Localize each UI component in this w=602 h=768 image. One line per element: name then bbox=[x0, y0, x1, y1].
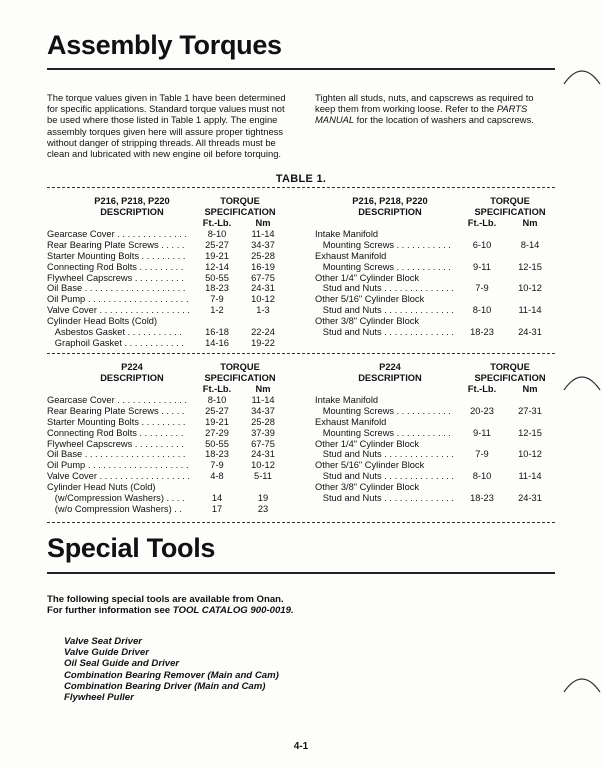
table-row bbox=[315, 327, 545, 338]
table-row bbox=[47, 251, 277, 262]
tool-list bbox=[64, 636, 279, 703]
table-row bbox=[47, 305, 277, 316]
tools-intro-text: The following special tools are available from Onan. For further information see bbox=[47, 594, 284, 617]
row-ft-lb: 12-14 bbox=[205, 261, 229, 272]
table-b-left bbox=[47, 362, 277, 515]
table-row bbox=[315, 417, 545, 428]
row-description: Flywheel Capscrews . . . . . . . . . . bbox=[47, 272, 184, 283]
heading-special-tools: Special Tools bbox=[47, 533, 216, 563]
table-a-left-rows bbox=[47, 229, 277, 349]
row-nm: 37-39 bbox=[251, 427, 275, 438]
col-ft-lb: Ft.-Lb. bbox=[202, 218, 232, 228]
table-row bbox=[315, 229, 545, 240]
table-row bbox=[47, 449, 277, 460]
table-row bbox=[47, 273, 277, 284]
row-description: Oil Base . . . . . . . . . . . . . . . . . . . . bbox=[47, 283, 186, 294]
row-ft-lb: 18-23 bbox=[205, 283, 229, 294]
table-row bbox=[315, 406, 545, 417]
row-nm: 10-12 bbox=[251, 294, 275, 305]
row-nm: 34-37 bbox=[251, 405, 275, 416]
row-nm: 10-12 bbox=[518, 283, 542, 294]
row-description: Other 3/8" Cylinder Block bbox=[315, 482, 420, 493]
row-ft-lb: 18-23 bbox=[205, 449, 229, 460]
row-ft-lb: 7-9 bbox=[210, 294, 224, 305]
row-ft-lb: 9-11 bbox=[473, 261, 491, 272]
table-row bbox=[315, 316, 545, 327]
table-b-right-header bbox=[315, 362, 545, 395]
col-specification: SPECIFICATION bbox=[474, 373, 546, 383]
row-description: Asbestos Gasket . . . . . . . . . . . bbox=[47, 327, 182, 338]
row-description: Flywheel Capscrews . . . . . . . . . . bbox=[47, 438, 184, 449]
list-item: Combination Bearing Remover (Main and Cam) bbox=[64, 669, 279, 681]
tool-catalog-ref: TOOL CATALOG 900-0019. bbox=[172, 605, 294, 617]
row-description: Other 3/8" Cylinder Block bbox=[315, 316, 420, 327]
row-ft-lb: 7-9 bbox=[475, 449, 489, 460]
col-torque: TORQUE bbox=[220, 362, 260, 372]
table-row bbox=[47, 471, 277, 482]
col-description: DESCRIPTION bbox=[100, 207, 164, 217]
row-description: Intake Manifold bbox=[315, 229, 379, 239]
table-row bbox=[315, 273, 545, 284]
row-description: Mounting Screws . . . . . . . . . . . bbox=[315, 239, 451, 250]
row-ft-lb: 50-55 bbox=[205, 438, 229, 449]
col-model: P224 bbox=[121, 362, 143, 372]
table-bottom-rule bbox=[47, 522, 555, 523]
row-nm: 27-31 bbox=[518, 405, 542, 416]
row-description: Oil Base . . . . . . . . . . . . . . . . . . . . bbox=[47, 449, 186, 460]
table-a-right bbox=[315, 196, 545, 338]
row-nm: 24-31 bbox=[518, 327, 542, 338]
row-ft-lb: 16-18 bbox=[205, 327, 229, 338]
row-description: Valve Cover . . . . . . . . . . . . . . . . . . bbox=[47, 471, 190, 482]
table-row bbox=[47, 327, 277, 338]
row-ft-lb: 6-10 bbox=[472, 239, 492, 250]
row-description: Connecting Rod Bolts . . . . . . . . . bbox=[47, 427, 184, 438]
row-ft-lb: 50-55 bbox=[205, 272, 229, 283]
col-nm: Nm bbox=[522, 218, 538, 228]
row-nm: 1-3 bbox=[256, 305, 270, 316]
table-row bbox=[315, 305, 545, 316]
table-b-right bbox=[315, 362, 545, 504]
row-ft-lb: 8-10 bbox=[207, 395, 227, 405]
list-item: Oil Seal Guide and Driver bbox=[64, 658, 180, 670]
col-description: DESCRIPTION bbox=[358, 373, 422, 383]
col-description: DESCRIPTION bbox=[358, 207, 422, 217]
row-description: Exhaust Manifold bbox=[315, 416, 387, 427]
row-description: Other 5/16" Cylinder Block bbox=[315, 460, 425, 471]
row-description: Starter Mounting Bolts . . . . . . . . . bbox=[47, 416, 186, 427]
row-nm: 10-12 bbox=[518, 449, 542, 460]
list-item: Valve Guide Driver bbox=[64, 647, 149, 659]
table-row bbox=[47, 283, 277, 294]
table-row bbox=[315, 294, 545, 305]
row-description: Starter Mounting Bolts . . . . . . . . . bbox=[47, 250, 186, 261]
col-model: P224 bbox=[379, 362, 401, 372]
col-model: P216, P218, P220 bbox=[94, 196, 170, 206]
table-row bbox=[47, 294, 277, 305]
row-nm: 11-14 bbox=[518, 305, 542, 316]
table-row bbox=[315, 482, 545, 493]
table-row bbox=[47, 338, 277, 349]
row-description: Rear Bearing Plate Screws . . . . . bbox=[47, 405, 185, 416]
row-nm: 16-19 bbox=[251, 261, 275, 272]
row-ft-lb: 19-21 bbox=[205, 416, 229, 427]
row-ft-lb: 17 bbox=[211, 503, 223, 514]
table-row bbox=[315, 471, 545, 482]
col-torque: TORQUE bbox=[490, 196, 530, 206]
table-a-left bbox=[47, 196, 277, 349]
table-row bbox=[315, 439, 545, 450]
row-description: Exhaust Manifold bbox=[315, 250, 387, 261]
row-description: Valve Cover . . . . . . . . . . . . . . . . . . bbox=[47, 305, 190, 316]
row-ft-lb: 18-23 bbox=[470, 493, 494, 504]
page-number: 4-1 bbox=[293, 741, 309, 752]
col-ft-lb: Ft.-Lb. bbox=[202, 384, 232, 394]
table-row bbox=[315, 283, 545, 294]
row-nm: 23 bbox=[257, 503, 269, 514]
row-description: Mounting Screws . . . . . . . . . . . bbox=[315, 427, 451, 438]
row-nm: 19-22 bbox=[251, 337, 275, 348]
row-nm: 12-15 bbox=[518, 261, 542, 272]
heading-assembly-torques: Assembly Torques bbox=[47, 30, 282, 60]
row-nm: 67-75 bbox=[251, 438, 275, 449]
row-ft-lb: 8-10 bbox=[472, 471, 492, 482]
intro-right-text-b: for the location of washers and capscrews. bbox=[354, 114, 534, 126]
table-row bbox=[47, 482, 277, 493]
binder-hole-mark-top bbox=[562, 60, 602, 90]
table-a-right-rows bbox=[315, 229, 545, 338]
row-nm: 8-14 bbox=[520, 239, 540, 250]
col-model: P216, P218, P220 bbox=[352, 196, 428, 206]
row-ft-lb: 25-27 bbox=[205, 239, 229, 250]
row-description: Graphoil Gasket . . . . . . . . . . . . bbox=[47, 337, 184, 348]
row-nm: 25-28 bbox=[251, 250, 275, 261]
row-nm: 25-28 bbox=[251, 416, 275, 427]
row-ft-lb: 14-16 bbox=[205, 337, 229, 348]
row-description: Stud and Nuts . . . . . . . . . . . . . . bbox=[315, 449, 454, 460]
row-description: Stud and Nuts . . . . . . . . . . . . . . bbox=[315, 283, 454, 294]
row-nm: 11-14 bbox=[251, 229, 275, 239]
row-nm: 24-31 bbox=[251, 283, 275, 294]
col-nm: Nm bbox=[255, 384, 271, 394]
binder-hole-mark-middle bbox=[562, 366, 602, 396]
special-tools-rule bbox=[47, 572, 555, 574]
col-nm: Nm bbox=[255, 218, 271, 228]
intro-left-paragraph: The torque values given in Table 1 have been determined for specific applications. Standard torque values must not be used where those listed in Table 1 apply. The engine assembly torques given here will assure proper tightness without danger of stripping threads. All threads must be clean and lubricated with new engine oil before torquing. bbox=[47, 92, 286, 160]
row-nm: 24-31 bbox=[518, 493, 542, 504]
row-nm: 19 bbox=[257, 493, 269, 504]
table-row bbox=[315, 240, 545, 251]
row-ft-lb: 9-11 bbox=[473, 427, 491, 438]
table-row bbox=[47, 262, 277, 273]
row-description: Mounting Screws . . . . . . . . . . . bbox=[315, 261, 451, 272]
table-row bbox=[315, 428, 545, 439]
row-ft-lb: 25-27 bbox=[205, 405, 229, 416]
row-description: Cylinder Head Nuts (Cold) bbox=[47, 482, 156, 493]
table-row bbox=[47, 316, 277, 327]
row-nm: 67-75 bbox=[251, 272, 275, 283]
row-description: Oil Pump . . . . . . . . . . . . . . . . . . . . bbox=[47, 294, 189, 305]
row-nm: 12-15 bbox=[518, 427, 542, 438]
table-row bbox=[47, 439, 277, 450]
parts-manual-ref: PARTS MANUAL bbox=[315, 103, 528, 126]
table-row bbox=[315, 449, 545, 460]
row-description: Rear Bearing Plate Screws . . . . . bbox=[47, 239, 185, 250]
table-row bbox=[47, 493, 277, 504]
row-ft-lb: 4-8 bbox=[210, 471, 224, 482]
table-row bbox=[315, 395, 545, 406]
row-description: (w/Compression Washers) . . . . bbox=[47, 493, 185, 504]
heading-rule bbox=[47, 68, 555, 70]
table-a-right-header bbox=[315, 196, 545, 229]
row-description: Cylinder Head Bolts (Cold) bbox=[47, 316, 158, 327]
row-nm: 24-31 bbox=[251, 449, 275, 460]
col-specification: SPECIFICATION bbox=[204, 373, 276, 383]
row-description: (w/o Compression Washers) . . bbox=[47, 503, 183, 514]
row-ft-lb: 27-29 bbox=[205, 427, 229, 438]
intro-right-paragraph bbox=[315, 92, 555, 126]
row-description: Other 1/4" Cylinder Block bbox=[315, 272, 420, 283]
row-ft-lb: 8-10 bbox=[472, 305, 492, 316]
row-ft-lb: 8-10 bbox=[207, 229, 227, 239]
table-b-left-header bbox=[47, 362, 277, 395]
row-description: Gearcase Cover . . . . . . . . . . . . . . bbox=[47, 395, 188, 405]
table-row bbox=[315, 251, 545, 262]
row-description: Gearcase Cover . . . . . . . . . . . . . . bbox=[47, 229, 188, 239]
row-nm: 34-37 bbox=[251, 239, 275, 250]
binder-hole-mark-bottom bbox=[562, 668, 602, 698]
table-row bbox=[47, 417, 277, 428]
table-row bbox=[315, 262, 545, 273]
row-description: Mounting Screws . . . . . . . . . . . bbox=[315, 405, 451, 416]
col-specification: SPECIFICATION bbox=[474, 207, 546, 217]
table-row bbox=[47, 395, 277, 406]
list-item: Combination Bearing Driver (Main and Cam) bbox=[64, 680, 266, 692]
row-ft-lb: 14 bbox=[211, 493, 223, 504]
row-ft-lb: 7-9 bbox=[210, 460, 224, 471]
row-nm: 10-12 bbox=[251, 460, 275, 471]
tools-intro-paragraph bbox=[47, 594, 297, 616]
row-description: Stud and Nuts . . . . . . . . . . . . . . bbox=[315, 305, 454, 316]
row-description: Connecting Rod Bolts . . . . . . . . . bbox=[47, 261, 184, 272]
row-nm: 22-24 bbox=[251, 327, 275, 338]
list-item: Flywheel Puller bbox=[64, 692, 134, 704]
row-nm: 11-14 bbox=[251, 395, 275, 405]
table-row bbox=[47, 406, 277, 417]
table-row bbox=[47, 240, 277, 251]
row-description: Stud and Nuts . . . . . . . . . . . . . . bbox=[315, 493, 454, 504]
row-ft-lb: 19-21 bbox=[205, 250, 229, 261]
col-ft-lb: Ft.-Lb. bbox=[467, 218, 497, 228]
table-row bbox=[47, 504, 277, 515]
table-row bbox=[47, 229, 277, 240]
table-mid-rule bbox=[47, 353, 555, 354]
row-nm: 5-11 bbox=[254, 471, 272, 482]
table-row bbox=[315, 460, 545, 471]
row-description: Oil Pump . . . . . . . . . . . . . . . . . . . . bbox=[47, 460, 189, 471]
list-item: Valve Seat Driver bbox=[64, 636, 143, 647]
row-description: Other 1/4" Cylinder Block bbox=[315, 438, 420, 449]
row-ft-lb: 7-9 bbox=[475, 283, 489, 294]
table-row bbox=[47, 428, 277, 439]
table-b-right-rows bbox=[315, 395, 545, 504]
row-description: Intake Manifold bbox=[315, 395, 379, 405]
col-ft-lb: Ft.-Lb. bbox=[467, 384, 497, 394]
row-nm: 11-14 bbox=[518, 471, 542, 482]
row-ft-lb: 20-23 bbox=[470, 405, 494, 416]
col-specification: SPECIFICATION bbox=[204, 207, 276, 217]
intro-right-text-a: Tighten all studs, nuts, and capscrews as required to keep them from working loose. Refer to the bbox=[315, 92, 534, 115]
row-description: Stud and Nuts . . . . . . . . . . . . . . bbox=[315, 471, 454, 482]
col-torque: TORQUE bbox=[490, 362, 530, 372]
table-a-left-header bbox=[47, 196, 277, 229]
table-row bbox=[47, 460, 277, 471]
table-b-left-rows bbox=[47, 395, 277, 515]
table-top-rule bbox=[47, 187, 555, 188]
row-description: Other 5/16" Cylinder Block bbox=[315, 294, 425, 305]
table-title: TABLE 1. bbox=[275, 173, 327, 185]
row-ft-lb: 1-2 bbox=[210, 305, 224, 316]
col-nm: Nm bbox=[522, 384, 538, 394]
table-row bbox=[315, 493, 545, 504]
row-description: Stud and Nuts . . . . . . . . . . . . . . bbox=[315, 327, 454, 338]
col-torque: TORQUE bbox=[220, 196, 260, 206]
row-ft-lb: 18-23 bbox=[470, 327, 494, 338]
col-description: DESCRIPTION bbox=[100, 373, 164, 383]
